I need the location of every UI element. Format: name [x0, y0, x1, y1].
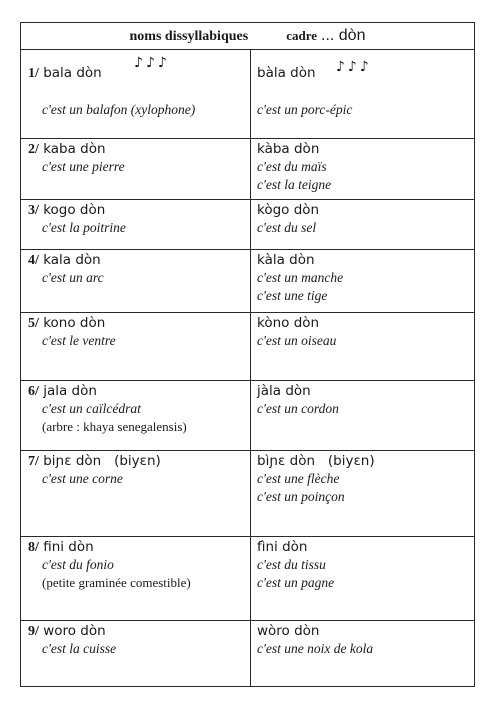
- translation: c'est une corne: [42, 471, 123, 486]
- word: kàla dòn: [257, 252, 315, 268]
- translation: c'est du sel: [257, 220, 317, 235]
- table-header: [21, 23, 475, 50]
- translation: c'est un manche: [257, 270, 344, 285]
- note: (arbre : khaya senegalensis): [42, 419, 187, 434]
- translation: c'est du maïs: [257, 159, 327, 174]
- word: kògo dòn: [257, 202, 320, 218]
- right-cell: [251, 537, 475, 621]
- left-cell: [21, 250, 251, 313]
- translation: c'est un poinçon: [257, 489, 345, 504]
- word: wòro dòn: [257, 623, 320, 639]
- row-number: 5/: [28, 316, 39, 331]
- translation: c'est la cuisse: [42, 641, 117, 656]
- row-number: 9/: [28, 624, 39, 639]
- word: woro dòn: [43, 623, 106, 639]
- right-cell: [251, 313, 475, 381]
- translation: c'est le ventre: [42, 333, 116, 348]
- translation: c'est une pierre: [42, 159, 125, 174]
- table-row: [21, 451, 475, 537]
- translation: c'est un balafon (xylophone): [42, 102, 196, 117]
- word: bìɲɛ dòn (biyɛn): [257, 453, 375, 469]
- table-header-row: [21, 23, 475, 50]
- word: jala dòn: [43, 383, 97, 399]
- translation: c'est un cordon: [257, 401, 339, 416]
- translation: c'est un arc: [42, 270, 104, 285]
- word: jàla dòn: [257, 383, 311, 399]
- word: kogo dòn: [43, 202, 106, 218]
- left-cell: [21, 621, 251, 687]
- vocabulary-table: [20, 22, 475, 687]
- music-notes-icon: ♪♪♪: [134, 55, 170, 71]
- word: biɲɛ dòn (biyɛn): [43, 453, 161, 469]
- table-row: [21, 250, 475, 313]
- word: fini dòn: [43, 539, 94, 555]
- left-cell: [21, 200, 251, 250]
- row-number: 7/: [28, 454, 39, 469]
- word: kono dòn: [43, 315, 106, 331]
- table-row: [21, 200, 475, 250]
- right-cell: [251, 621, 475, 687]
- right-cell: [251, 250, 475, 313]
- translation: c'est une tige: [257, 288, 328, 303]
- translation: c'est un caïlcédrat: [42, 401, 141, 416]
- table-row: [21, 621, 475, 687]
- header-frame: ... dòn: [321, 27, 366, 44]
- word: kòno dòn: [257, 315, 320, 331]
- word: kaba dòn: [43, 141, 106, 157]
- right-cell: [251, 381, 475, 451]
- row-number: 3/: [28, 203, 39, 218]
- word: bàla dòn: [257, 65, 316, 81]
- note: (petite graminée comestible): [42, 575, 191, 590]
- right-cell: [251, 200, 475, 250]
- row-number: 6/: [28, 384, 39, 399]
- left-cell: [21, 381, 251, 451]
- word: bala dòn: [43, 65, 102, 81]
- header-title: noms dissyllabiques: [129, 29, 249, 44]
- word: fìni dòn: [257, 539, 308, 555]
- right-cell: [251, 451, 475, 537]
- left-cell: [21, 313, 251, 381]
- translation: c'est la teigne: [257, 177, 332, 192]
- left-cell: [21, 139, 251, 200]
- translation: c'est du fonio: [42, 557, 114, 572]
- table-row: [21, 50, 475, 139]
- row-number: 4/: [28, 253, 39, 268]
- table-row: [21, 537, 475, 621]
- right-cell: [251, 50, 475, 139]
- left-cell: [21, 537, 251, 621]
- translation: c'est la poitrine: [42, 220, 126, 235]
- translation: c'est du tissu: [257, 557, 326, 572]
- table-row: [21, 381, 475, 451]
- row-number: 1/: [28, 66, 39, 81]
- translation: c'est un oiseau: [257, 333, 337, 348]
- translation: c'est une noix de kola: [257, 641, 374, 656]
- left-cell: [21, 451, 251, 537]
- table-row: [21, 313, 475, 381]
- translation: c'est un porc-épic: [257, 102, 353, 117]
- music-notes-icon: ♪♪♪: [335, 59, 372, 75]
- table-row: [21, 139, 475, 200]
- translation: c'est un pagne: [257, 575, 335, 590]
- row-number: 8/: [28, 540, 39, 555]
- word: kala dòn: [43, 252, 101, 268]
- right-cell: [251, 139, 475, 200]
- word: kàba dòn: [257, 141, 320, 157]
- left-cell: [21, 50, 251, 139]
- translation: c'est une flèche: [257, 471, 340, 486]
- header-cadre: cadre: [286, 28, 317, 43]
- row-number: 2/: [28, 142, 39, 157]
